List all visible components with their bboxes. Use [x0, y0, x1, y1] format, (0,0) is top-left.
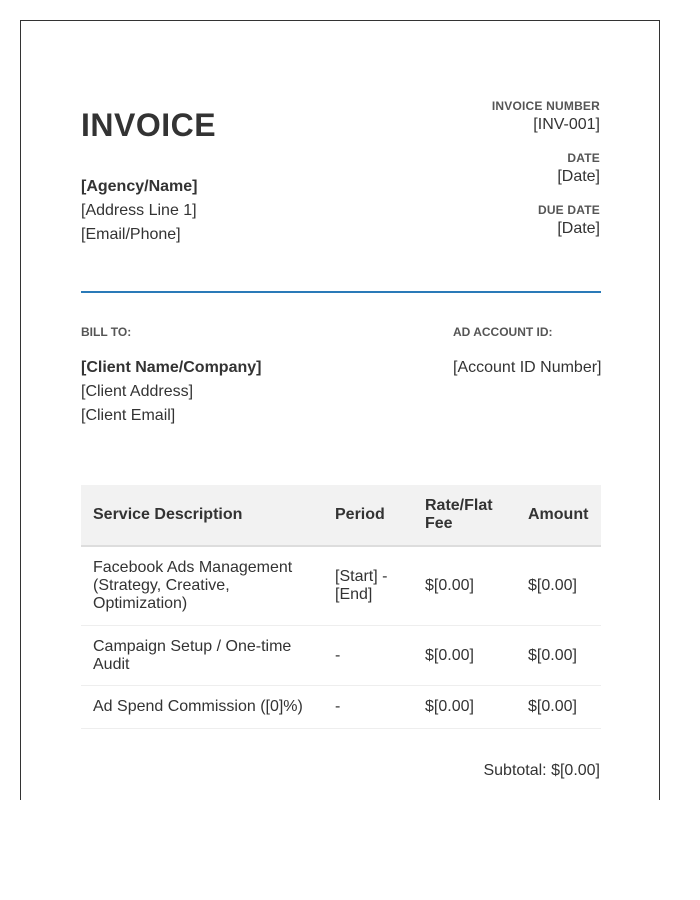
row-period: [Start] - [End]	[323, 546, 413, 626]
table-row	[81, 626, 601, 686]
header-period: Period	[323, 485, 413, 546]
client-address: [Client Address]	[81, 383, 194, 400]
row-description: Ad Spend Commission ([0]%)	[81, 686, 323, 729]
ad-account-section	[453, 325, 602, 380]
header-divider	[81, 291, 601, 293]
ad-account-value: [Account ID Number]	[453, 359, 602, 376]
row-amount: $[0.00]	[516, 546, 601, 626]
due-date-value: [Date]	[557, 220, 600, 237]
row-amount: $[0.00]	[516, 626, 601, 686]
agency-name: [Agency/Name]	[81, 178, 198, 195]
date-block	[492, 151, 600, 186]
agency-contact: [Email/Phone]	[81, 226, 181, 243]
header-service-description: Service Description	[81, 485, 323, 546]
bill-to-section	[81, 325, 261, 428]
line-items-table	[81, 485, 601, 729]
table-header-row	[81, 485, 601, 546]
bill-to-details	[81, 356, 261, 428]
date-value: [Date]	[557, 168, 600, 185]
invoice-number-block	[492, 99, 600, 134]
row-rate: $[0.00]	[413, 626, 516, 686]
bill-to-label: BILL TO:	[81, 325, 132, 339]
subtotal: Subtotal: $[0.00]	[483, 762, 600, 779]
invoice-number-label: INVOICE NUMBER	[491, 99, 600, 113]
table-row	[81, 546, 601, 626]
invoice-meta	[492, 99, 600, 255]
row-description: Campaign Setup / One-time Audit	[81, 626, 323, 686]
client-name: [Client Name/Company]	[81, 359, 262, 376]
row-period: -	[323, 686, 413, 729]
agency-info	[81, 175, 197, 247]
row-rate: $[0.00]	[413, 546, 516, 626]
row-period: -	[323, 626, 413, 686]
row-amount: $[0.00]	[516, 686, 601, 729]
client-email: [Client Email]	[81, 407, 176, 424]
due-date-label: DUE DATE	[537, 203, 600, 217]
due-date-block	[492, 203, 600, 238]
date-label: DATE	[567, 151, 600, 165]
header-rate: Rate/Flat Fee	[413, 485, 516, 546]
invoice-title: INVOICE	[81, 107, 217, 143]
ad-account-label: AD ACCOUNT ID:	[453, 325, 553, 339]
table-row	[81, 686, 601, 729]
row-rate: $[0.00]	[413, 686, 516, 729]
header-amount: Amount	[516, 485, 601, 546]
row-description: Facebook Ads Management (Strategy, Creative, Optimization)	[81, 546, 323, 626]
invoice-page	[20, 20, 660, 800]
invoice-number-value: [INV-001]	[533, 116, 600, 133]
agency-address: [Address Line 1]	[81, 202, 197, 219]
